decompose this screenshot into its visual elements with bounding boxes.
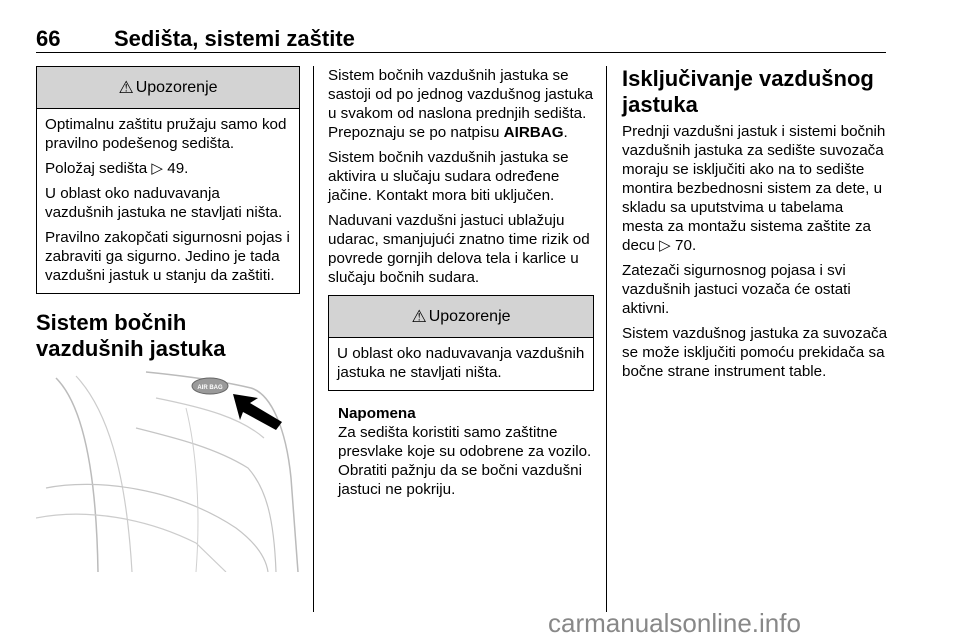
note-text: Za sedišta koristiti samo zaštitne presvlake koje su odobrene za vozilo. Obratiti pažnju da se bočni vazdušni jastuci ne pokriju. [338,424,592,498]
warning-paragraph: U oblast oko naduvavanja vazdušnih jastuka ne stavljati ništa. [45,185,283,221]
body-paragraph: Sistem bočnih vazdušnih jastuka se sastoji od po jednog vazdušnog jastuka u svakom od naslona prednjih sedišta. Prepoznaju se po natpisu AIRBAG. [328,67,594,141]
warning-paragraph: U oblast oko naduvavanja vazdušnih jastuka ne stavljati ništa. [337,345,585,381]
body-paragraph: Naduvani vazdušni jastuci ublažuju udarac, smanjujući znatno time rizik od povrede gornjih delova tela i karlice u slučaju bočnih sudara. [328,212,590,286]
airbag-badge-text: AIR BAG [197,385,223,391]
page-title: Sedišta, sistemi zaštite [114,26,355,51]
watermark: carmanualsonline.info [548,608,801,638]
seat-airbag-illustration [36,368,300,572]
column-2 [328,66,594,499]
page-number: 66 [36,26,61,51]
warning-paragraph: Optimalnu zaštitu pružaju samo kod pravilno podešenog sedišta. [45,116,287,152]
warning-paragraph: Položaj sedišta ▷ 49. [45,160,189,177]
column-3 [622,66,888,381]
warning-label: Upozorenje [428,307,511,325]
body-paragraph: Prednji vazdušni jastuk i sistemi bočnih vazdušnih jastuka za sedište suvozača moraju se isključiti ako na to sedište montira bezbednosni sistem za dete, u skladu sa uputstvima u tabelama mesta za montažu sistema zaštite za decu ▷ 70. [622,123,886,254]
warning-paragraph: Pravilno zakopčati sigurnosni pojas i zabraviti ga sigurno. Jedino je tada vazdušni jastuk u stanju da zaštiti. [45,229,290,284]
body-paragraph: Zatezači sigurnosnog pojasa i svi vazdušnih jastuci vozača će ostati aktivni. [622,262,851,317]
warning-box [36,66,300,294]
column-divider-1 [313,66,314,612]
warning-header [329,296,593,338]
warning-body [37,109,299,293]
warning-box [328,295,594,391]
page-header [36,22,886,53]
warning-header [37,67,299,109]
warning-body [329,338,593,390]
section-title: Isključivanje vazdušnog jastuka [622,66,874,117]
warning-label: Upozorenje [135,78,218,96]
column-divider-2 [606,66,607,612]
note-block [328,405,594,499]
warning-icon: ⚠ [118,77,134,97]
section-title: Sistem bočnih vazdušnih jastuka [36,310,226,361]
note-title: Napomena [338,405,416,422]
body-paragraph: Sistem vazdušnog jastuka za suvozača se može isključiti pomoću prekidača sa bočne strane instrument table. [622,325,888,380]
column-1 [36,66,300,572]
warning-icon: ⚠ [411,306,427,326]
body-paragraph: Sistem bočnih vazdušnih jastuka se aktivira u slučaju sudara određene jačine. Kontakt mora biti uključen. [328,149,569,204]
airbag-label: AIRBAG [503,124,564,141]
